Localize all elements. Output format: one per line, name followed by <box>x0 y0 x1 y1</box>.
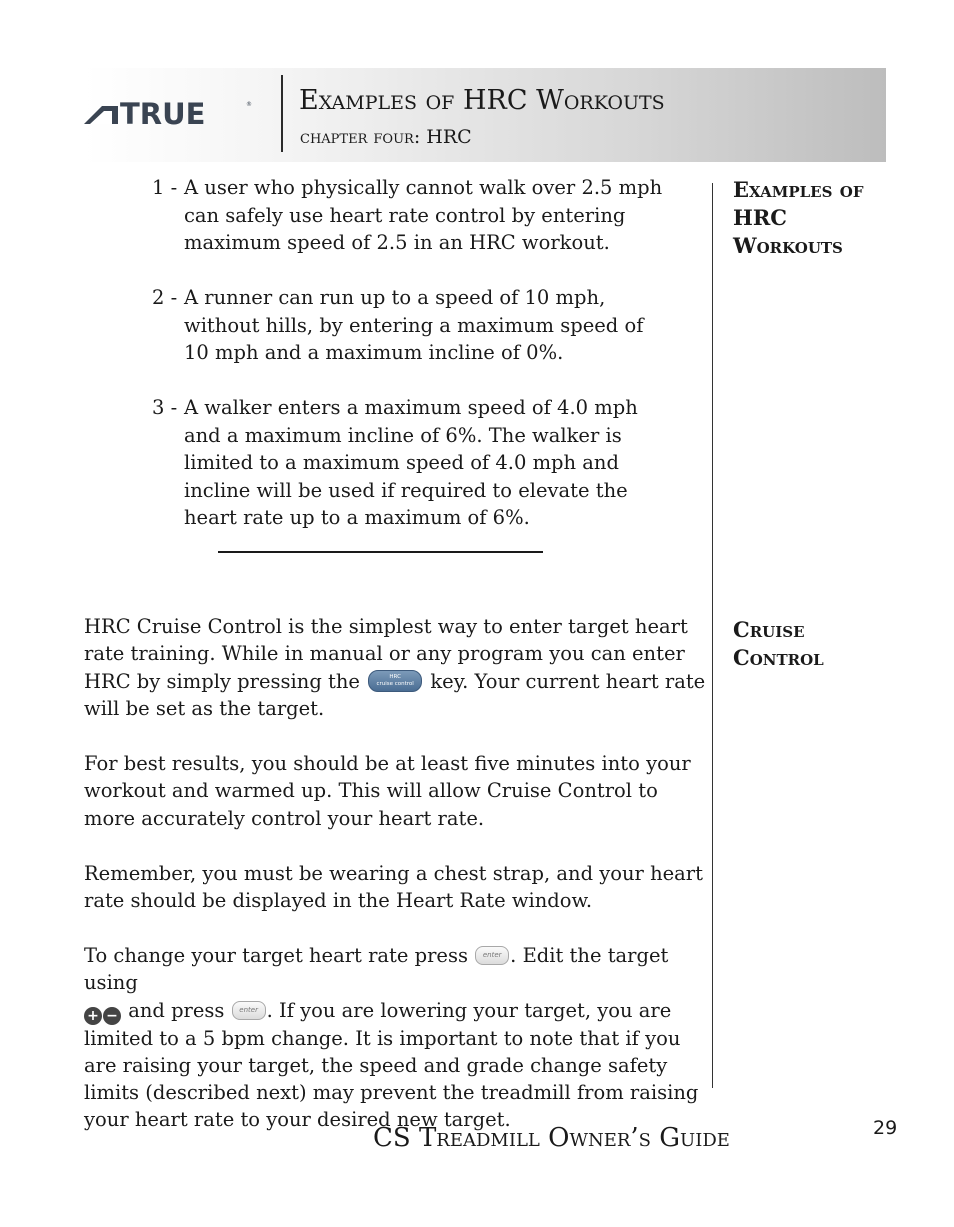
paragraph-text: key. Your current heart rate will be set as the target. <box>84 669 706 720</box>
paragraph-change-target <box>84 942 712 1134</box>
logo-text: TRUE <box>120 97 206 131</box>
plus-key-icon: + <box>84 1007 102 1025</box>
list-item-text: A user who physically cannot walk over 2.5 mph can safely use heart rate control by entering maximum speed of 2.5 in an HRC workout. <box>184 176 663 254</box>
paragraph-best-results: For best results, you should be at least five minutes into your workout and warmed up. This will allow Cruise Control to more accurately control your heart rate. <box>84 752 691 830</box>
paragraph-text: HRC Cruise Control is the simplest way to enter target heart rate training. While in manual or any program you can enter HRC by simply pressing the <box>84 615 688 693</box>
list-item <box>152 174 672 257</box>
enter-key-icon <box>475 946 509 965</box>
footer-guide-title: CS Treadmill Owner’s Guide <box>373 1123 730 1153</box>
side-heading-cruise-control: Cruise Control <box>733 617 824 670</box>
header-divider <box>281 75 283 152</box>
hrc-cruise-control-key-icon <box>368 670 422 692</box>
paragraph-text: . Edit the target using <box>84 944 669 995</box>
page-title: Examples of HRC Workouts <box>299 85 665 116</box>
hrc-key-label: HRC <box>389 673 401 680</box>
section-divider <box>218 551 543 553</box>
list-item-number: 2 - <box>152 286 178 309</box>
enter-key-label: enter <box>239 1005 258 1014</box>
list-item-number: 3 - <box>152 396 178 419</box>
paragraph-cruise-intro <box>84 613 712 722</box>
side-heading-examples: Examples of HRC Workouts <box>733 177 864 258</box>
list-item-text: A runner can run up to a speed of 10 mph, without hills, by entering a maximum speed of 10 mph and a maximum incline of 0%. <box>184 286 644 364</box>
list-item-text: A walker enters a maximum speed of 4.0 mph and a maximum incline of 6%. The walker is limited to a maximum speed of 4.0 mph and incline will be used if required to elevate the heart rate up to a maximum of 6%. <box>184 396 638 529</box>
paragraph-text: . If you are lowering your target, you are limited to a 5 bpm change. It is important to note that if you are raising your target, the speed and grade change safety limits (described next) may prevent the treadmill from raising your heart rate to your desired new target. <box>84 998 699 1132</box>
page-number: 29 <box>873 1117 898 1139</box>
paragraph-chest-strap: Remember, you must be wearing a chest strap, and your heart rate should be displayed in the Heart Rate window. <box>84 862 703 913</box>
minus-key-icon: − <box>103 1007 121 1025</box>
hrc-key-sublabel: cruise control <box>376 680 414 687</box>
enter-key-icon <box>232 1001 266 1020</box>
side-rule <box>712 183 713 1088</box>
chapter-subtitle: chapter four: HRC <box>300 126 472 148</box>
list-item-number: 1 - <box>152 176 178 199</box>
paragraph-text: and press <box>128 998 225 1022</box>
paragraph-text: To change your target heart rate press <box>84 944 468 967</box>
logo-trademark: ® <box>246 101 252 108</box>
enter-key-label: enter <box>482 951 502 959</box>
list-item <box>152 284 672 367</box>
list-item <box>152 394 672 532</box>
